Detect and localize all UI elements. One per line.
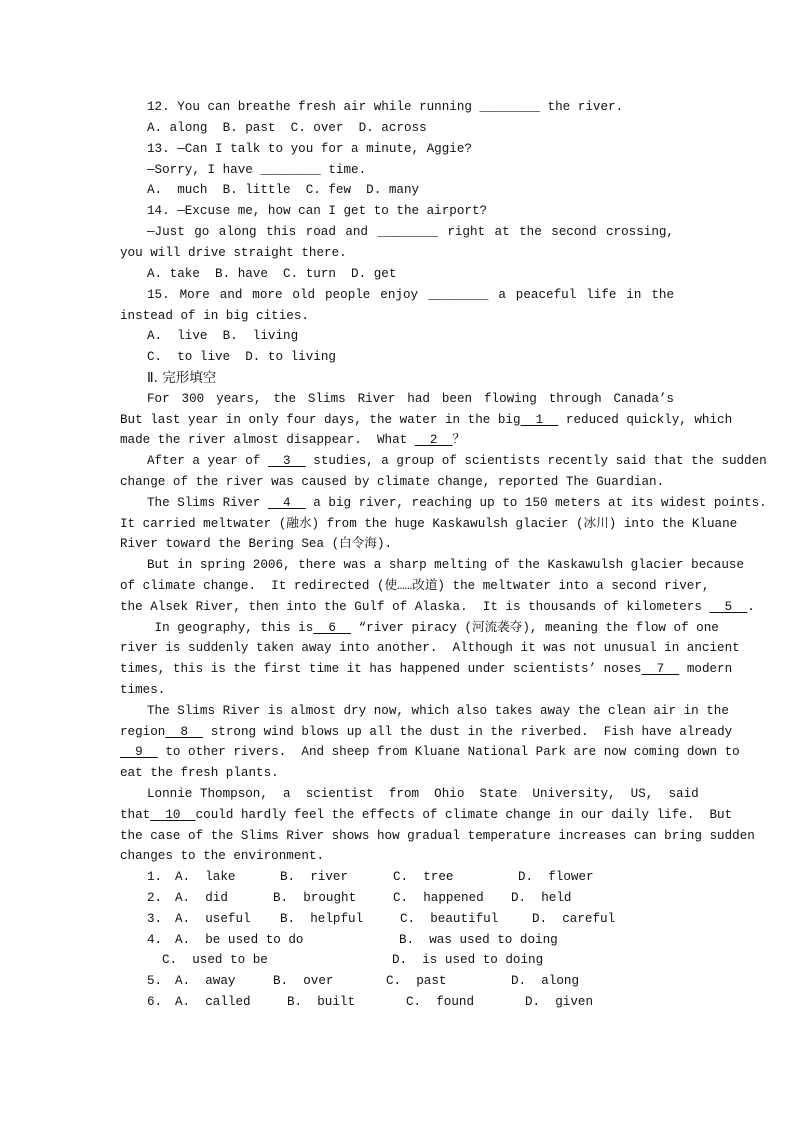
passage-line: river is suddenly taken away into another. Although it was not unusual in ancient: [120, 641, 740, 655]
passage-line: Lonnie Thompson, a scientist from Ohio State University, US, said: [147, 787, 699, 801]
document-page: 12. You can breathe fresh air while running ________ the river. A. along B. past C. over D. across 13. —Can I talk to you for a minute, Aggie? —Sorry, I have ________ time. A. much B. little C. few D. many 14. —Excuse me, how can I get to the airport? —Just go along this road and ________ right at the second crossing, you will drive straight there. A. take B. have C. turn D. get 15. More and more old people enjoy ________ a peaceful life in the instead of in big cities. A. live B. living C. to live D. to living Ⅱ. 完形填空 For 300 years, the Slims River had been flowing through Canada’s But last year in only four days, the water in the big 1 reduced quickly, which made the river almost disappear. What 2 ？ After a year of 3 studies, a group of scientists recently said that the sudden change of the river was caused by climate change, reported The Guardian. The Slims River 4 a big river, reaching up to 150 meters at its widest points. It carried meltwater (融水) from the huge Kaskawulsh glacier (冰川) into the Kluane River toward the Bering Sea (白令海). But in spring 2006, there was a sharp melting of the Kaskawulsh glacier because of climate change. It redirected (使……改道) the meltwater into a second river, the Alsek River, then into the Gulf of Alaska. It is thousands of kilometers 5 . In geography, this is 6 “river piracy (河流袭夺), meaning the flow of one river is suddenly taken away into another. Although it was not unusual in ancient times, this is the first time it has happened under scientists’ noses 7 modern times. The Slims River is almost dry now, which also takes away the clean air in the region 8 strong wind blows up all the dust in the riverbed. Fish have already 9 to other rivers. And sheep from Kluane National Park are now coming down to eat the fresh plants. Lonnie Thompson, a scientist from Ohio State University, US, said that 10 could hardly feel the effects of climate change in our daily life. But the case of the Slims River shows how gradual temperature increases can bring sudden changes to the environment. 1. A. lake B. river C. tree D. flower 2. A. did B. brought C. happened D. held 3. A. useful B. helpful C. beautiful D. careful 4. A. be used to do B. was used to doing C. used to be D. is used to doing 5. A. away B. over C. past D. along 6. A. called B. built C. found D. given: [0, 0, 794, 1123]
passage-line: It carried meltwater (融水) from the huge Kaskawulsh glacier (冰川) into the Kluane: [120, 517, 738, 531]
passage-line: 9 to other rivers. And sheep from Kluane National Park are now coming down to: [120, 745, 740, 759]
passage-line: the Alsek River, then into the Gulf of Alaska. It is thousands of kilometers 5 .: [120, 600, 755, 614]
passage-line: of climate change. It redirected (使……改道) the meltwater into a second river,: [120, 579, 710, 593]
question-14-reply-cont: you will drive straight there.: [120, 246, 347, 260]
blank-10: 10: [150, 808, 196, 822]
question-15: 15. More and more old people enjoy ________ a peaceful life in the: [147, 288, 674, 302]
question-14-options: A. take B. have C. turn D. get: [147, 267, 397, 281]
passage-line: But in spring 2006, there was a sharp melting of the Kaskawulsh glacier because: [147, 558, 745, 572]
blank-4: 4: [267, 496, 306, 510]
question-15-options-a: A. live B. living: [147, 329, 299, 343]
passage-line: times.: [120, 683, 166, 697]
question-15-options-b: C. to live D. to living: [147, 350, 336, 364]
blank-8: 8: [165, 725, 204, 739]
section-title: Ⅱ. 完形填空: [147, 370, 217, 386]
blank-7: 7: [641, 662, 680, 676]
passage-line: For 300 years, the Slims River had been flowing through Canada’s: [147, 392, 674, 406]
passage-line: change of the river was caused by climate change, reported The Guardian.: [120, 475, 665, 489]
blank-6: 6: [313, 621, 352, 635]
passage-line: eat the fresh plants.: [120, 766, 279, 780]
passage-line: changes to the environment.: [120, 849, 325, 863]
question-14-reply: —Just go along this road and ________ right at the second crossing,: [147, 225, 674, 239]
passage-line: times, this is the first time it has happened under scientists’ noses 7 modern: [120, 662, 733, 676]
question-13: 13. —Can I talk to you for a minute, Aggie?: [147, 142, 472, 156]
question-15-cont: instead of in big cities.: [120, 309, 309, 323]
passage-line: made the river almost disappear. What 2 ？: [120, 433, 466, 447]
blank-5: 5: [709, 600, 748, 614]
question-13-options: A. much B. little C. few D. many: [147, 183, 420, 197]
passage-line: The Slims River 4 a big river, reaching up to 150 meters at its widest points.: [147, 496, 767, 510]
blank-3: 3: [267, 454, 306, 468]
question-12-options: A. along B. past C. over D. across: [147, 121, 427, 135]
passage-line: In geography, this is 6 “river piracy (河流袭夺), meaning the flow of one: [147, 621, 719, 635]
passage-line: the case of the Slims River shows how gradual temperature increases can bring sudden: [120, 829, 755, 843]
passage-line: After a year of 3 studies, a group of scientists recently said that the sudden: [147, 454, 767, 468]
passage-line: River toward the Bering Sea (白令海).: [120, 537, 393, 551]
blank-2: 2: [414, 433, 453, 447]
blank-1: 1: [520, 413, 559, 427]
passage-line: The Slims River is almost dry now, which also takes away the clean air in the: [147, 704, 729, 718]
passage-line: But last year in only four days, the water in the big 1 reduced quickly, which: [120, 413, 733, 427]
passage-line: that 10 could hardly feel the effects of climate change in our daily life. But: [120, 808, 733, 822]
question-12: 12. You can breathe fresh air while running ________ the river.: [147, 100, 624, 114]
passage-line: region 8 strong wind blows up all the dust in the riverbed. Fish have already: [120, 725, 733, 739]
question-14: 14. —Excuse me, how can I get to the airport?: [147, 204, 488, 218]
blank-9: 9: [120, 745, 158, 759]
question-13-reply: —Sorry, I have ________ time.: [147, 163, 367, 177]
